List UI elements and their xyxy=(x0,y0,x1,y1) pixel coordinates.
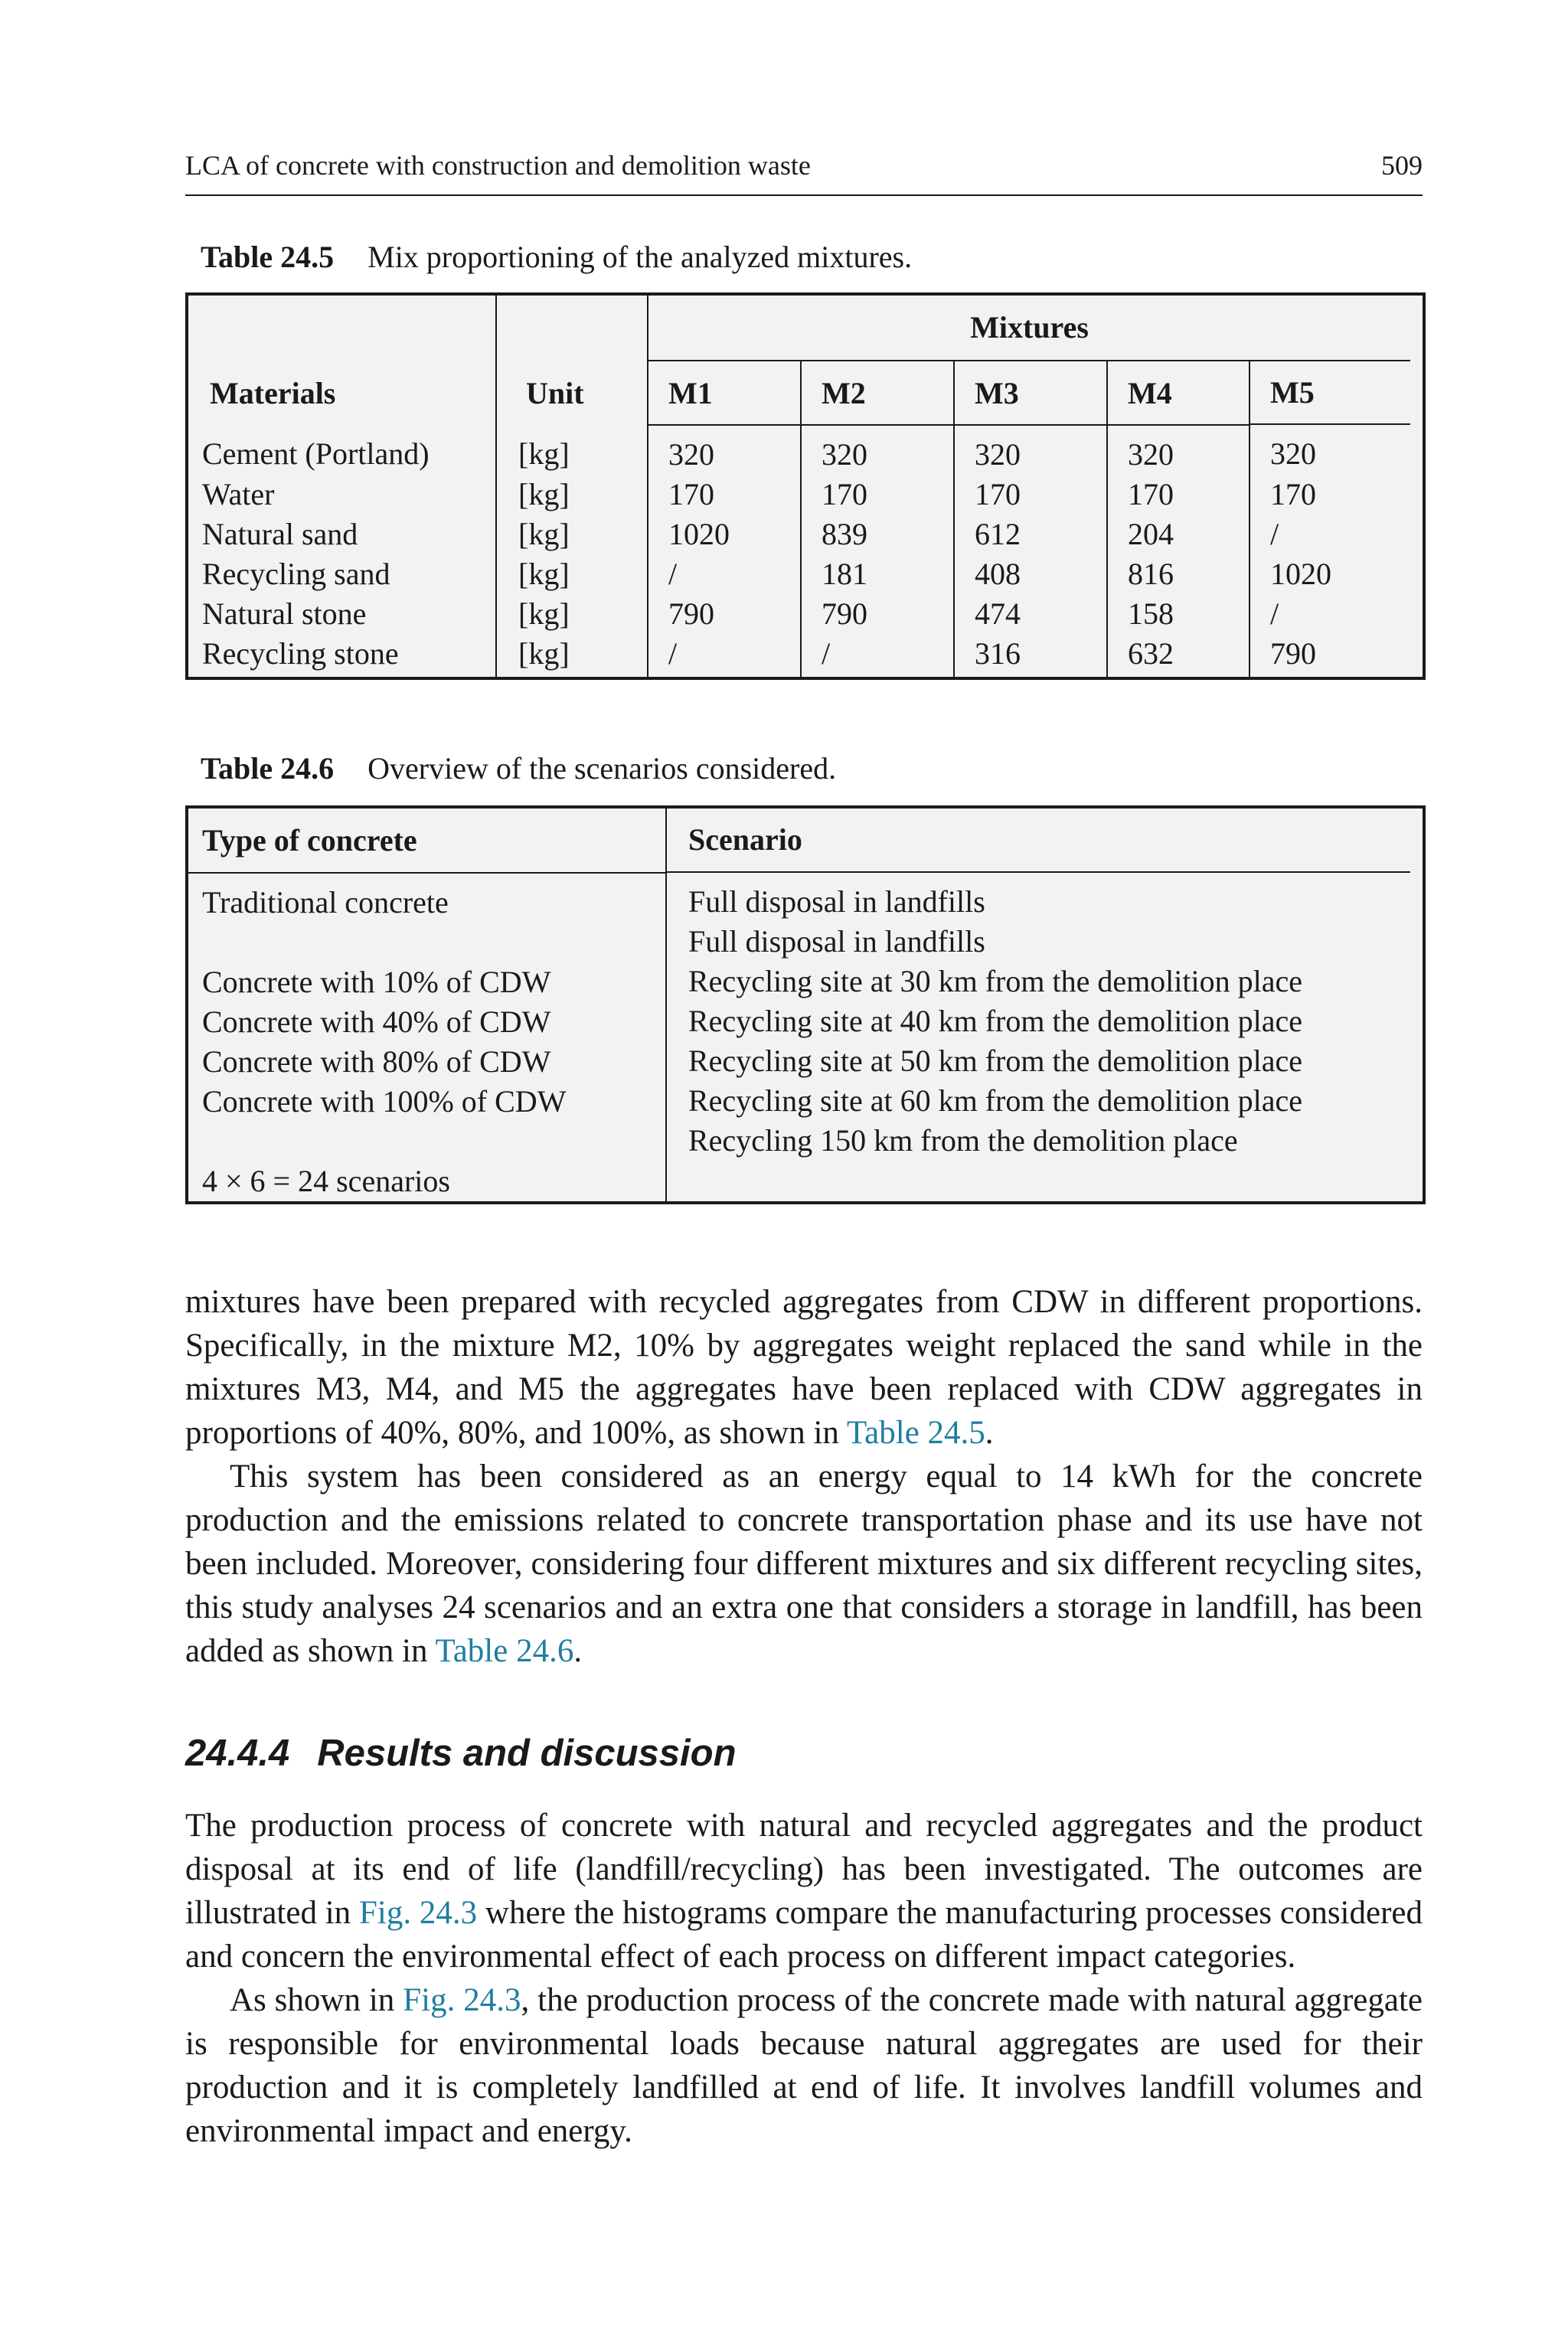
column-header: Type of concrete xyxy=(187,807,666,873)
mixtures-group-header xyxy=(648,294,1424,361)
table-cell: 790 xyxy=(1250,634,1424,678)
table-cell: Cement (Portland) xyxy=(202,436,430,471)
blank-header-cell xyxy=(496,294,648,361)
concrete-type-line: Concrete with 80% of CDW xyxy=(202,1044,551,1079)
mixtures-label: Mixtures xyxy=(648,296,1410,361)
table-cell: 790 xyxy=(648,594,801,634)
table-cell: [kg] xyxy=(496,475,648,514)
column-header: M3 xyxy=(954,361,1107,425)
page-number: 509 xyxy=(1381,150,1423,181)
scenario-line: Recycling site at 30 km from the demolition place xyxy=(688,964,1303,998)
table-cell: 170 xyxy=(648,475,801,514)
column-header: M2 xyxy=(801,361,954,425)
table-caption-text: Overview of the scenarios considered. xyxy=(368,751,837,786)
paragraph-text: The production process of concrete with natural and recycled aggregates and the product disposal at its end of life (landfill/recycling) has been investigated. The outcomes are illustrated in xyxy=(185,1808,1423,1931)
running-title: LCA of concrete with construction and demolition waste xyxy=(185,150,811,181)
table-cell: [kg] xyxy=(496,594,648,634)
body-text-upper xyxy=(185,1280,1423,1673)
table-cell: 790 xyxy=(801,594,954,634)
concrete-type-line xyxy=(202,1122,665,1161)
concrete-type-line: Concrete with 40% of CDW xyxy=(202,1004,551,1039)
table-cell: 320 xyxy=(954,425,1107,475)
section-number: 24.4.4 xyxy=(185,1733,290,1774)
table-cell: 170 xyxy=(801,475,954,514)
table-cell: [kg] xyxy=(496,554,648,594)
table-cell: 320 xyxy=(1107,425,1250,475)
scenario-line: Recycling 150 km from the demolition place xyxy=(688,1123,1238,1158)
scenario-line: Full disposal in landfills xyxy=(688,924,985,959)
paragraph-text: , the production process of the concrete made with natural aggregate is responsible for environmental loads because natural aggregates are used for their production and it is completely landfilled at end of life. It involves landfill volumes and environmental impact and energy. xyxy=(185,1982,1423,2149)
column-header: M5 xyxy=(1250,362,1410,425)
table-cell: / xyxy=(801,634,954,678)
running-header xyxy=(185,147,1423,196)
scenario-line: Recycling site at 60 km from the demolition place xyxy=(688,1083,1303,1118)
table-label: Table 24.5 xyxy=(201,240,335,274)
table-cell: Recycling sand xyxy=(202,557,390,591)
column-header-cell xyxy=(666,807,1424,873)
mix-proportioning-table xyxy=(185,292,1426,680)
table-cell: Recycling stone xyxy=(202,636,399,671)
table-cell: 1020 xyxy=(648,514,801,554)
table-24-6-caption xyxy=(201,749,836,789)
table-label: Table 24.6 xyxy=(201,751,335,786)
table-cell: [kg] xyxy=(496,514,648,554)
scenario-line: Recycling site at 40 km from the demolition place xyxy=(688,1004,1303,1038)
table-row xyxy=(187,425,1424,475)
scenario-line: Recycling site at 50 km from the demolition place xyxy=(688,1044,1303,1078)
column-header: M4 xyxy=(1107,361,1250,425)
paragraph-text: . xyxy=(573,1633,583,1669)
table-cell: 632 xyxy=(1107,634,1250,678)
column-header: M1 xyxy=(648,361,801,425)
concrete-type-line: Concrete with 100% of CDW xyxy=(202,1084,567,1119)
table-cell: 181 xyxy=(801,554,954,594)
concrete-type-line: Concrete with 10% of CDW xyxy=(202,965,551,999)
table-cell: 158 xyxy=(1107,594,1250,634)
table-cell: 170 xyxy=(1107,475,1250,514)
paragraph xyxy=(185,1280,1423,1455)
concrete-type-cell xyxy=(187,873,666,1203)
table-cell: Natural sand xyxy=(202,517,358,551)
column-header: Unit xyxy=(496,361,648,425)
table-cell: Natural stone xyxy=(202,596,367,631)
column-header: Materials xyxy=(210,376,336,410)
table-24-6-link[interactable]: Table 24.6 xyxy=(435,1633,574,1669)
scenario-cell xyxy=(666,873,1424,1203)
scenario-line: Full disposal in landfills xyxy=(688,884,985,919)
table-cell: 839 xyxy=(801,514,954,554)
section-title: Results and discussion xyxy=(317,1733,737,1774)
paragraph-text: As shown in xyxy=(230,1982,403,2018)
table-cell: 612 xyxy=(954,514,1107,554)
paragraph-text: This system has been considered as an energy equal to 14 kWh for the concrete production and the emissions related to concrete transportation phase and its use have not been included. Moreover, considering four different mixtures and six different recycling sites, this study analyses 24 scenarios and an extra one that considers a storage in landfill, has been added as shown in xyxy=(185,1459,1423,1669)
table-cell: / xyxy=(1250,514,1424,554)
table-cell: [kg] xyxy=(496,634,648,678)
concrete-type-line xyxy=(202,923,665,962)
table-row xyxy=(187,634,1424,678)
table-cell: / xyxy=(648,554,801,594)
fig-24-3-link[interactable]: Fig. 24.3 xyxy=(403,1982,521,2018)
table-cell: 320 xyxy=(1250,425,1424,475)
table-row xyxy=(187,554,1424,594)
table-cell: 170 xyxy=(1250,475,1424,514)
scenarios-table xyxy=(185,805,1426,1204)
paragraph-text: mixtures have been prepared with recycled aggregates from CDW in different proportions. Specifically, in the mixture M2, 10% by aggregates weight replaced the sand while in the mixtures M3, M4, and M5 the aggregates have been replaced with CDW aggregates in proportions of 40%, 80%, and 100%, as shown in xyxy=(185,1284,1423,1451)
table-row xyxy=(187,514,1424,554)
table-cell: 170 xyxy=(954,475,1107,514)
table-cell: 1020 xyxy=(1250,554,1424,594)
table-cell: / xyxy=(1250,594,1424,634)
fig-24-3-link[interactable]: Fig. 24.3 xyxy=(358,1895,478,1931)
paragraph xyxy=(185,1455,1423,1673)
concrete-type-line: Traditional concrete xyxy=(202,885,449,920)
table-24-5-link[interactable]: Table 24.5 xyxy=(846,1415,985,1451)
table-cell: [kg] xyxy=(496,425,648,475)
table-cell: 320 xyxy=(648,425,801,475)
table-cell: 204 xyxy=(1107,514,1250,554)
paragraph-text: . xyxy=(985,1415,994,1451)
paragraph xyxy=(185,1804,1423,1978)
table-24-5-caption xyxy=(201,237,912,277)
table-cell: 320 xyxy=(801,425,954,475)
body-text-lower xyxy=(185,1804,1423,2153)
table-row xyxy=(187,594,1424,634)
blank-header-cell xyxy=(187,294,496,361)
table-cell: Water xyxy=(202,477,275,511)
table-cell: 816 xyxy=(1107,554,1250,594)
paragraph-text: where the histograms compare the manufacturing processes considered and concern the environmental effect of each process on different impact categories. xyxy=(185,1895,1423,1975)
table-cell: 408 xyxy=(954,554,1107,594)
table-row xyxy=(187,475,1424,514)
section-heading xyxy=(185,1729,737,1778)
paragraph xyxy=(185,1978,1423,2153)
table-row xyxy=(187,873,1424,1203)
table-cell: 474 xyxy=(954,594,1107,634)
table-cell: 316 xyxy=(954,634,1107,678)
table-cell: / xyxy=(648,634,801,678)
column-header: Scenario xyxy=(667,808,1410,873)
column-header-cell xyxy=(1250,361,1424,425)
table-caption-text: Mix proportioning of the analyzed mixtures. xyxy=(368,240,913,274)
scenario-count: 4 × 6 = 24 scenarios xyxy=(202,1164,450,1198)
